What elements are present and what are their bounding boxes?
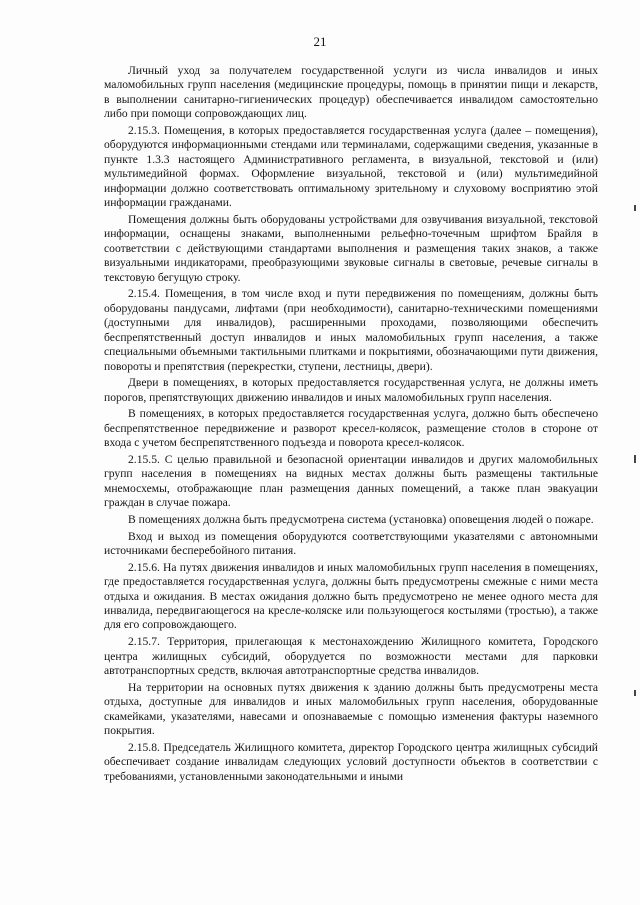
paragraph-wheelchair-movement: В помещениях, в которых предоставляется государственная услуга, должно быть обеспечено беспрепятственное передвижение и разворот кресел-колясок, размещение столов в стороне от входа с учетом беспрепятственного подъезда и поворота кресел-колясок.: [104, 407, 598, 450]
scan-edge-mark: [634, 455, 636, 463]
scan-edge-mark: [634, 205, 636, 211]
paragraph-rest-places: На территории на основных путях движения к зданию должны быть предусмотрены места отдыха, доступные для инвалидов и иных маломобильных групп населения, оборудованные скамейками, указателями, навесами и опознаваемые с помощью изменения фактуры наземного покрытия.: [104, 680, 598, 737]
paragraph-2-15-8: 2.15.8. Председатель Жилищного комитета, директор Городского центра жилищных субсидий обеспечивает создание инвалидам следующих условий доступности объектов в соответствии с требованиями, установленными законодательными и иными: [104, 740, 598, 783]
paragraph-entrance-signs: Вход и выход из помещения оборудуются соответствующими указателями с автономными источниками бесперебойного питания.: [104, 529, 598, 557]
paragraph-2-15-3: 2.15.3. Помещения, в которых предоставляется государственная услуга (далее – помещения), оборудуются информационными стендами или терминалами, содержащими сведения, указанные в пункте 1.3.3 настоящего Административного регламента, в визуальной, текстовой и (или) мультимедийной формах. Оформление визуальной, текстовой и (или) мультимедийной информации должно соответствовать оптимальному зрительному и слуховому восприятию этой информации гражданами.: [104, 124, 598, 210]
paragraph-fire-alarm: В помещениях должна быть предусмотрена система (установка) оповещения людей о пожаре.: [128, 512, 594, 526]
paragraph-doors: Двери в помещениях, в которых предоставляется государственная услуга, не должны иметь порогов, препятствующих движению инвалидов и иных маломобильных групп населения.: [104, 376, 598, 404]
scan-edge-mark: [634, 690, 636, 696]
page-number: 21: [313, 34, 327, 49]
paragraph-personal-care: Личный уход за получателем государственной услуги из числа инвалидов и иных маломобильных групп населения (медицинские процедуры, помощь в принятии пищи и лекарств, в выполнении санитарно-гигиенических процедур) обеспечивается инвалидом самостоятельно либо при помощи сопровождающих лиц.: [104, 64, 598, 121]
paragraph-2-15-6: 2.15.6. На путях движения инвалидов и иных маломобильных групп населения в помещениях, где предоставляется государственная услуга, должны быть предусмотрены смежные с ними места отдыха и ожидания. В местах ожидания должно быть предусмотрено не менее одного места для инвалида, передвигающегося на кресле-коляске или пользующегося костылями (тростью), а также для его сопровождающего.: [104, 560, 598, 632]
paragraph-2-15-4: 2.15.4. Помещения, в том числе вход и пути передвижения по помещениям, должны быть оборудованы пандусами, лифтами (при необходимости), санитарно-техническими помещениями (доступными для инвалидов), расширенными проходами, позволяющими обеспечить беспрепятственный доступ инвалидов и иных маломобильных групп населения, а также специальными объемными тактильными плитками и покрытиями, обозначающими пути движения, повороты и препятствия (перекрестки, ступени, лестницы, двери).: [104, 287, 598, 373]
document-body: [104, 64, 598, 786]
paragraph-2-15-7: 2.15.7. Территория, прилегающая к местонахождению Жилищного комитета, Городского центра жилищных субсидий, оборудуется по возможности местами для парковки автотранспортных средств, включая автотранспортные средства инвалидов.: [104, 635, 598, 677]
paragraph-braille-equipment: Помещения должны быть оборудованы устройствами для озвучивания визуальной, текстовой информации, оснащены знаками, выполненными рельефно-точечным шрифтом Брайля в соответствии с действующими стандартами выполнения и размещения таких знаков, а также визуальными индикаторами, преобразующими звуковые сигналы в световые, речевые сигналы в текстовую бегущую строку.: [104, 212, 598, 284]
paragraph-2-15-5: 2.15.5. С целью правильной и безопасной ориентации инвалидов и других маломобильных групп населения в помещениях на видных местах должны быть размещены тактильные мнемосхемы, отображающие план размещения данных помещений, а также план эвакуации граждан в случае пожара.: [104, 452, 598, 510]
